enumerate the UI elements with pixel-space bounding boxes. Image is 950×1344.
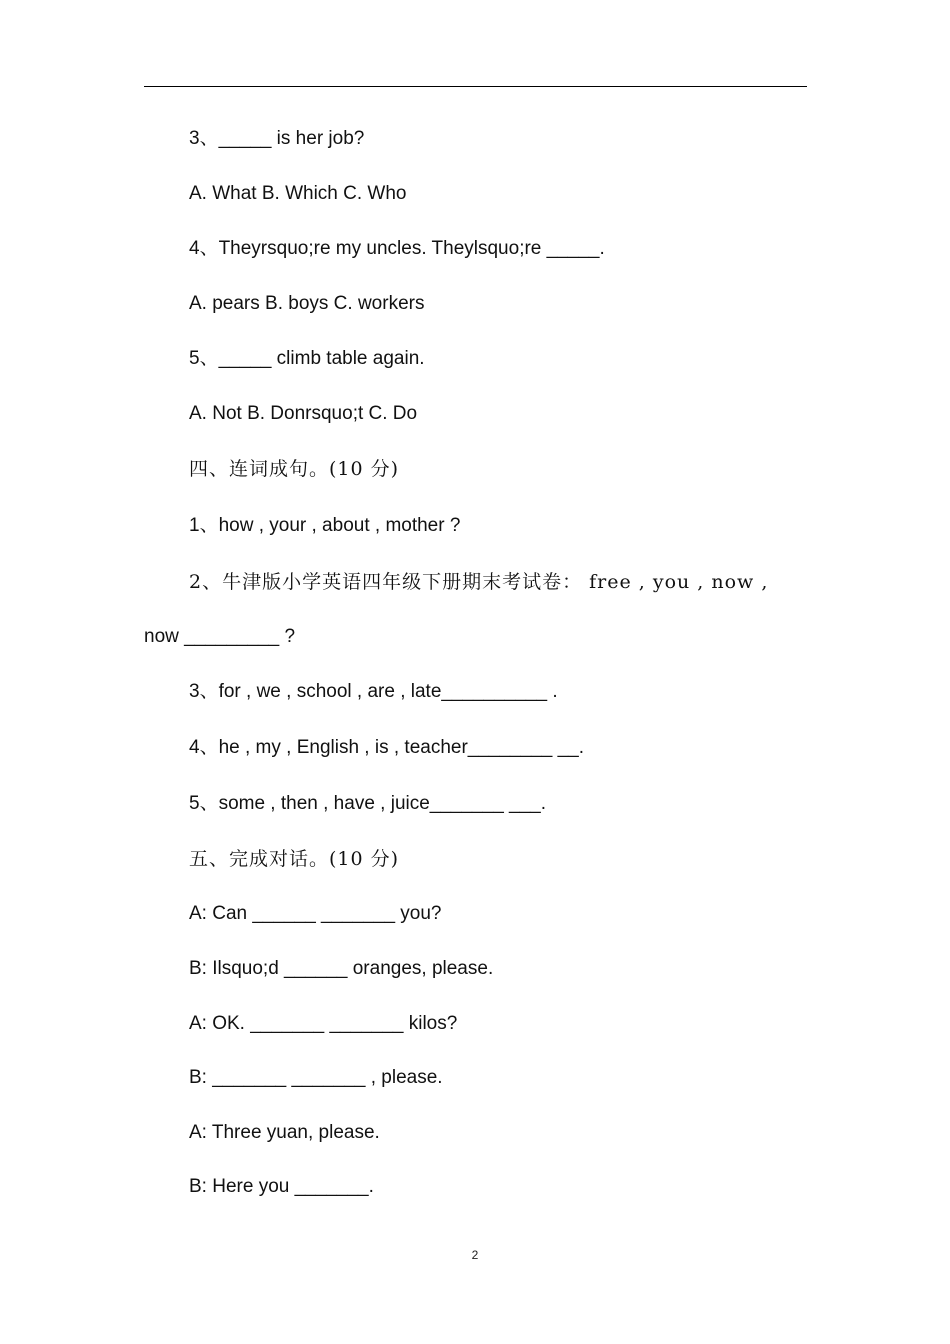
dialogue-line-3: A: OK. _______ _______ kilos?	[189, 1013, 458, 1034]
question-5: 5、_____ climb table again.	[189, 348, 425, 369]
page-number: 2	[471, 1248, 479, 1262]
section-5-heading: 五、完成对话。(10 分)	[189, 848, 400, 870]
question-5-options: A. Not B. Donrsquo;t C. Do	[189, 403, 418, 424]
question-3-options: A. What B. Which C. Who	[189, 183, 407, 204]
sentence-1: 1、how , your , about , mother ?	[189, 515, 461, 536]
dialogue-line-1: A: Can ______ _______ you?	[189, 903, 442, 924]
sentence-2-continued: now _________ ?	[144, 626, 296, 647]
question-4: 4、Theyrsquo;re my uncles. Theylsquo;re _____.	[189, 238, 605, 259]
sentence-2: 2、牛津版小学英语四年级下册期末考试卷： free , you , now ,	[189, 571, 769, 593]
dialogue-line-2: B: Ilsquo;d ______ oranges, please.	[189, 958, 494, 979]
sentence-3: 3、for , we , school , are , late__________ .	[189, 681, 558, 702]
dialogue-line-5: A: Three yuan, please.	[189, 1122, 380, 1143]
question-3: 3、_____ is her job?	[189, 128, 365, 149]
dialogue-line-6: B: Here you _______.	[189, 1176, 374, 1197]
sentence-4: 4、he , my , English , is , teacher________ __.	[189, 737, 585, 758]
question-4-options: A. pears B. boys C. workers	[189, 293, 425, 314]
section-4-heading: 四、连词成句。(10 分)	[189, 458, 400, 480]
dialogue-line-4: B: _______ _______ , please.	[189, 1067, 443, 1088]
header-rule	[144, 86, 807, 87]
sentence-5: 5、some , then , have , juice_______ ___.	[189, 793, 547, 814]
